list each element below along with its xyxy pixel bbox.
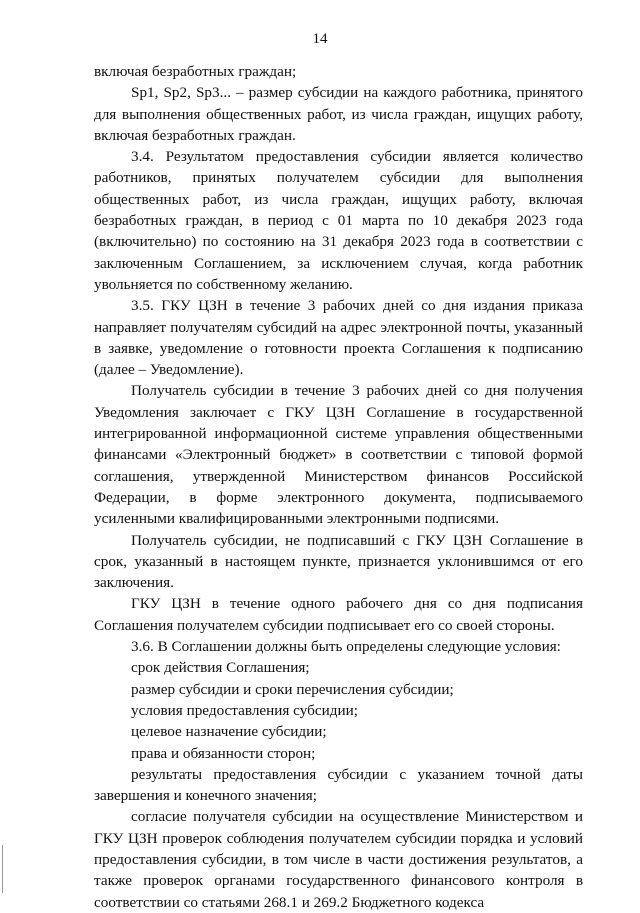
paragraph: Sp1, Sp2, Sp3... – размер субсидии на каждого работника, принятого для выполнения общественных работ, из числа граждан, ищущих работу, включая безработных граждан. bbox=[94, 84, 583, 144]
paragraph: включая безработных граждан; bbox=[94, 63, 297, 80]
list-item: согласие получателя субсидии на осуществление Министерством и ГКУ ЦЗН проверок соблюдения получателем субсидии порядка и условий предоставления субсидии, в том числе в части достижения результатов, а также проверок органами государственного финансового контроля в соответствии со статьями 268.1 и 269.2 Бюджетного кодекса bbox=[94, 808, 583, 911]
list-item: условия предоставления субсидии; bbox=[131, 701, 358, 719]
list-item: размер субсидии и сроки перечисления субсидии; bbox=[131, 680, 454, 698]
list-item: права и обязанности сторон; bbox=[131, 744, 316, 762]
list-item: целевое назначение субсидии; bbox=[131, 723, 327, 741]
list-item: результаты предоставления субсидии с указанием точной даты завершения и конечного значения; bbox=[94, 765, 583, 805]
paragraph: Получатель субсидии в течение 3 рабочих дней со дня получения Уведомления заключает с ГКУ ЦЗН Соглашение в государственной интегрированной информационной системе управления общественными финансами «Электронный бюджет» в соответствии с типовой формой соглашения, утвержденной Министерством финансов Российской Федерации, в форме электронного документа, подписываемого усиленными квалифицированными электронными подписями. bbox=[94, 382, 583, 528]
scan-edge-mark bbox=[2, 845, 3, 893]
paragraph-3-4: 3.4. Результатом предоставления субсидии является количество работников, принятых получателем субсидии для выполнения общественных работ, из числа граждан, ищущих работу, включая безработных граждан, в период с 01 марта по 10 декабря 2023 года (включительно) по состоянию на 31 декабря 2023 года в соответствии с заключенным Соглашением, за исключением случая, когда работник увольняется по собственному желанию. bbox=[94, 148, 583, 293]
page-number: 14 bbox=[312, 31, 328, 47]
list-item: срок действия Соглашения; bbox=[131, 659, 310, 677]
document-body bbox=[94, 61, 583, 913]
paragraph: ГКУ ЦЗН в течение одного рабочего дня со дня подписания Соглашения получателем субсидии подписывает его со своей стороны. bbox=[94, 595, 583, 634]
paragraph: Получатель субсидии, не подписавший с ГКУ ЦЗН Соглашение в срок, указанный в настоящем пункте, признается уклонившимся от его заключения. bbox=[94, 531, 583, 592]
paragraph-3-5: 3.5. ГКУ ЦЗН в течение 3 рабочих дней со дня издания приказа направляет получателям субсидий на адрес электронной почты, указанный в заявке, уведомление о готовности проекта Соглашения к подписанию (далее – Уведомление). bbox=[94, 297, 583, 379]
paragraph-3-6: 3.6. В Соглашении должны быть определены следующие условия: bbox=[131, 638, 561, 656]
